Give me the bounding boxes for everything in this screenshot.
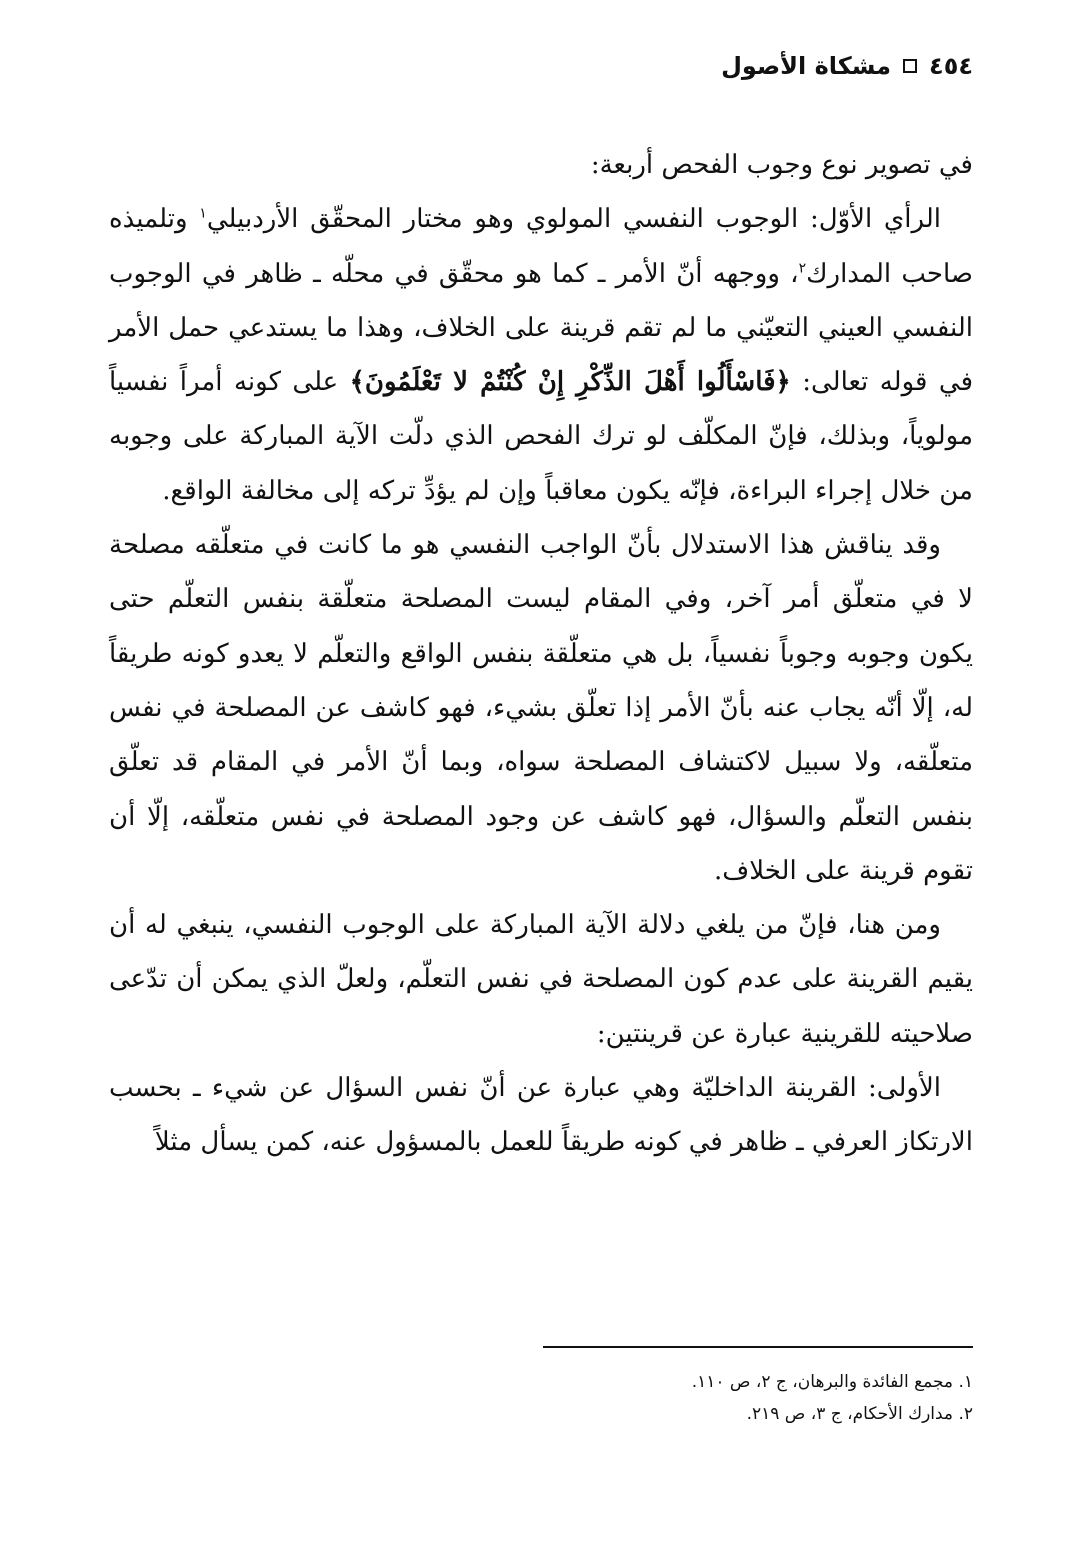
header-separator-square [903,59,917,73]
paragraph-3 [109,518,973,898]
paragraph-3-text: وقد يناقش هذا الاستدلال بأنّ الواجب النفسي هو ما كانت في متعلّقه مصلحة لا في متعلّق أمر آخر، وفي المقام ليست المصلحة متعلّقة بنفس التعلّم حتى يكون وجوبه وجوباً نفسياً، بل هي متعلّقة بنفس الواقع والتعلّم لا يعدو كونه طريقاً له، إلّا أنّه يجاب عنه بأنّ الأمر إذا تعلّق بشيء، فهو كاشف عن المصلحة في نفس متعلّقه، ولا سبيل لاكتشاف المصلحة سواه، وبما أنّ الأمر في المقام قد تعلّق بنفس التعلّم والسؤال، فهو كاشف عن وجود المصلحة في نفس متعلّقه، إلّا أن تقوم قرينة على الخلاف. [109,530,973,886]
paragraph-2 [109,192,973,518]
footnote-ref-1[interactable]: ١ [199,205,207,222]
footnote-2: ٢. مدارك الأحكام، ج ٣، ص ٢١٩. [746,1404,973,1424]
paragraph-4-text: ومن هنا، فإنّ من يلغي دلالة الآية المباركة على الوجوب النفسي، ينبغي له أن يقيم القرينة على عدم كون المصلحة في نفس التعلّم، ولعلّ الذي يمكن أن تدّعى صلاحيته للقرينية عبارة عن قرينتين: [109,910,973,1049]
paragraph-2-text-b: وتلميذه صاحب المدارك [109,204,973,289]
footnote-1: ١. مجمع الفائدة والبرهان، ج ٢، ص ١١٠. [691,1372,973,1392]
page-number: ٤٥٤ [929,52,973,80]
paragraph-2-text-a: الرأي الأوّل: الوجوب النفسي المولوي وهو مختار المحقّق الأردبيلي [206,204,941,235]
footnote-divider [543,1346,973,1348]
paragraph-2-text-d: على كونه أمراً نفسياً مولوياً، وبذلك، فإنّ المكلّف لو ترك الفحص الذي دلّت الآية المباركة على وجوبه من خلال إجراء البراءة، فإنّه يكون معاقباً وإن لم يؤدِّ تركه إلى مخالفة الواقع. [109,367,973,506]
paragraph-2-text-c: ، ووجهه أنّ الأمر ـ كما هو محقّق في محلّه ـ ظاهر في الوجوب النفسي العيني التعيّني ما لم تقم قرينة على الخلاف، وهذا ما يستدعي حمل الأمر في قوله تعالى: [109,258,974,398]
book-title: مشكاة الأصول [721,52,892,80]
quran-verse: ﴿فَاسْأَلُوا أَهْلَ الذِّكْرِ إِنْ كُنْتُمْ لا تَعْلَمُونَ﴾ [349,367,791,398]
paragraph-4 [109,898,973,1061]
page-header [721,52,973,80]
paragraph-1 [109,138,973,192]
footnote-ref-2[interactable]: ٢ [798,259,807,276]
footnotes [113,1366,973,1430]
main-text [109,138,973,1170]
paragraph-5 [109,1061,973,1170]
paragraph-5-text: الأولى: القرينة الداخليّة وهي عبارة عن أنّ نفس السؤال عن شيء ـ بحسب الارتكاز العرفي ـ ظاهر في كونه طريقاً للعمل بالمسؤول عنه، كمن يسأل مثلاً [109,1073,973,1158]
paragraph-1-text: في تصوير نوع وجوب الفحص أربعة: [590,150,973,180]
